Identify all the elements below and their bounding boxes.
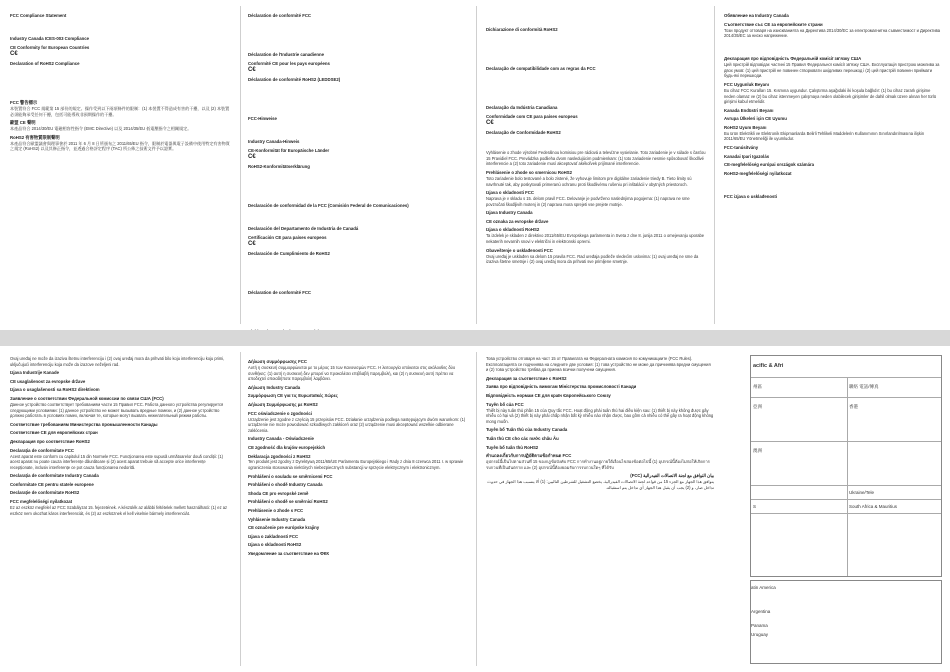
ru-fcc-heading: Заявление о соответствии Федеральной комиссии по связи США (FCC) [10,395,164,401]
tr-ic-heading: Kanada Endüstri Beyanı [724,107,774,113]
zh-rohs-body: 本產品符合歐盟議會與理事會於 2011 年 6 月 8 日所頒布之 2011/65/EU 指令，限制於電器與電子設備中使用特定有害物質之規定 (RoHS2) 以及其修正指令，並透過合格評定程序 (TAC) 所公佈之技術文件予以證實。 [10,140,230,152]
zh-fcc-body: 本裝置符合 FCC 規範第 15 部份的規定。操作受到以下兩項條件的限制：(1) 本裝置不得造成有害的干擾，以及 (2) 本裝置必須能夠承受任何干擾，包括可能導致非預期操作的干擾。 [10,106,230,117]
pt-fcc-title: Declaração de compatibilidade com as regras da FCC [486,65,596,71]
es-rohs-title: Declaración de Cumplimiento de RoHS2 [248,251,330,257]
sr-ce-heading: CE usaglašenost za evropske države [10,378,86,384]
fr-ic-title: Déclaration de l'Industrie canadienne [248,51,324,57]
th-fcc-body: อุปกรณ์นี้เป็นไปตามส่วนที่ 15 ของกฎข้อบังคับ FCC การทำงานอยู่ภายใต้เงื่อนไขสองข้อต่อไปนี้ (1) อุปกรณ์นี้ต้องไม่ก่อให้เกิดการรบกวนที่เป็นอันตราย และ (2) อุปกรณ์นี้ต้องยอมรับการรบกวนใดๆ ที่ได้รับ [486,459,710,470]
de-rohs-title: RoHS2-Konformitätserklärung [248,164,310,170]
fcc-statement-title: FCC Compliance Statement [10,13,67,18]
ro-rohs-heading: Declarație de conformitate RoHS2 [10,490,80,496]
region-cell [751,486,847,499]
tr-rohs-heading: RoHS2 Uyum Beyanı [724,124,767,130]
region-cell: S [753,504,757,509]
sr-rohs-heading: Izjava o usaglašenosti sa RoHS2 direktivom [10,387,100,393]
vi-fcc-heading: Тuyên bố của FCC [486,401,524,407]
sk-fcc-heading: Prehlásenie o zhode s FCC [248,508,304,514]
column-divider [476,6,477,324]
ar-fcc-body: يتوافق هذا الجهاز مع الجزء 15 من قواعد لجنة الاتصالات الفيدرالية. يخضع التشغيل للشرطين التاليين: (1) ألا يتسبب هذا الجهاز في حدوث تداخل ضار، و (2) يجب أن يقبل هذا الجهاز أي تداخل يتم استقباله. [487,479,714,490]
pt-rohs-title: Declaração de Conformidade RoHS2 [486,130,561,136]
el-ic-heading: Δήλωση Industry Canada [248,384,301,390]
bottom-column-3 [486,356,714,666]
zh-ce-heading: 歐盟 CE 聲明 [10,120,36,126]
column-divider [240,352,241,666]
hu-fcc-heading: FCC-tanúsítvány [724,145,759,151]
sl-ic-heading: Izjava Industry Canada [486,210,533,216]
sk-ce-heading: CE označenie pre európske krajiny [248,525,320,531]
contact-table-row [751,398,941,442]
es-ic-title: Declaración del Departamento de Industria de Canadá [248,226,359,232]
pt-ce-title: Conformidade com CE para países europeus [486,113,578,119]
top-column-2 [248,10,468,324]
bottom-column-1 [10,356,230,666]
ro-ic-heading: Declarația de conformitate Industry Canada [10,473,99,479]
sl-rohs-heading: Izjava o skladnosti RoHS2 [486,227,540,233]
country-cell [847,442,943,485]
zh-ce-body: 本產品符合 2014/30/EU 電磁相容性指令 (EMC Directive) 以及 2014/35/EU 低電壓指令之相關規定。 [10,126,192,132]
uk-ic-heading: Заява про відповідність вимогам Міністерства промисловості Канади [486,384,637,390]
region-label: 州區 [753,384,762,389]
top-column-3 [486,10,706,324]
contact-table-row [751,500,941,514]
hu-fcc-body: Ez az eszköz megfelel az FCC Szabályzat 15. fejezetének. A készülék az alábbi feltételek mellett használható: (1) ez az eszköz nem okozhat káros interferenciát, és (2) az eszköznek el kell viselnie bármely interferenciát. [10,505,228,516]
region-australia: 澳洲 [753,448,762,453]
country-panama: Panama [751,623,768,628]
contact-table-row [751,597,941,619]
rohs2-declaration-title: Declaration of RoHS2 Compliance [10,61,80,67]
contact-label: 聯絡 電話/傳真 [849,384,879,389]
country-hk: 香港 [849,404,858,409]
manual-page-bottom [0,346,950,672]
el-fcc-body: Αυτή η συσκευή συμμορφώνεται με το μέρος 15 των Κανονισμών FCC. Η λειτουργία υπόκειται στις ακόλουθες δύο συνθήκες: (1) αυτή η συσκευή δεν μπορεί να προκαλέσει επιβλαβή παρεμβολή, και (2) η συσκευή αυτή πρέπει να αποδεχτεί οποιαδήποτε παρεμβολή λαμβάνει. [248,364,456,382]
sl-fcc-heading-2: Izjava o zakladnosti FCC [248,533,299,539]
vi-ic-heading: Tuyên bố Tuân thủ của Industry Canada [486,427,568,433]
fr-fcc-title: Déclaration de conformité FCC [248,13,312,18]
hu-rohs-heading: RoHS2-megfelelőségi nyilatkozat [724,170,792,176]
de-fcc-title: FCC-Hinweise [248,116,277,122]
ce-mark-icon: C€ [10,51,18,58]
ru-fcc-body: Данное устройство соответствует требованиям части 15 Правил FCC. Работа данного устройства регулируется следующими условиями: (1) данное устройство не может вызывать вредные помехи, и (2) данное устройство должно работать в условиях помех, включая те, которые могут вызвать нежелательный режим работы. [10,401,224,419]
pt-ic-title: Declaração da Indústria Canadiana [486,104,558,110]
bg-ic-heading: Обявление на Industry Canada [724,13,789,18]
manual-page-top [0,0,950,330]
th-fcc-heading: คำแถลงเกี่ยวกับการปฏิบัติตามข้อกำหนด FCC [486,453,572,459]
pl-ce-heading: CE zgodność dla krajów europejskich [248,444,326,450]
country-south-africa: South Africa & Mauritius [849,504,898,509]
de-ce-title: CE-Konformität für Europäische Länder [248,147,330,153]
contact-table-row [751,619,941,641]
hr-fcc-heading: FCC izjava o usklađenosti [724,193,778,199]
sk-rohs-body: Toto zariadenie bolo testované a bolo zistené, že vyhovuje limitom pre digitálne zariadenie triedy B. Tieto limity sú navrhnuté tak, aby poskytovali primeranú ochranu proti škodlivému rušeniu pri inštalácii v obytných priestoroch. [486,175,692,187]
region-title: acific & Afri [753,363,784,369]
cs-fcc-heading: Prohlášení o souladu se směrnicemi FCC [248,473,333,479]
sr-ic-heading: Izjava Industrije Kanade [10,370,59,376]
region-title-latin-america: atin America [751,585,776,590]
de-ic-title: Industry Canada-Hinweis [248,139,300,145]
country-uruguay: Uruguay [751,632,769,637]
zh-rohs-heading: RoHS2 有害物質限制聲明 [10,134,60,140]
sl-rohs-body: Ta izdelek je skladen z direktivo 2011/65/EU Evropskega parlamenta in Sveta z dne 8. junija 2011 o omejevanju uporabe nekaterih nevarnih snovi v električni in elektronski opremi. [486,233,705,245]
pl-ic-heading: Industry Canada - Oświadczenie [248,436,314,442]
ro-fcc-body: Acest aparat este conform cu capitolul 15 din Normele FCC. Funcționarea este supusă următoarelor două condiții: (1) acest aparat nu poate cauza interferențe dăunătoare și (2) acest aparat trebuie să accepte orice interferențe recepționate, inclusiv interferențe ce pot cauza funcționarea nedorită. [10,453,223,470]
vi-fcc-body: Thiết bị này tuân thủ phần 15 của Quy tắc FCC. Hoạt động phải tuân thủ hai điều kiện sau: (1) thiết bị này không được gây nhiễu có hại và (2) thiết bị này phải chấp nhận bất kỳ nhiễu nào nhận được, bao gồm cả nhiễu có thể gây ra hoạt động không mong muốn. [486,407,714,424]
tr-fcc-heading: FCC Uygunluk Beyanı [724,81,769,87]
sk-fcc-body: Vyhlásenie o zhode výrobné Federálnou komisiou pre rádiová a televízne vysielanie. Toto zariadenie je v súlade s časťou 15 Pravidiel FCC. Prevádzka podlieha dvom nasledujúcim podmienkam: (1) toto zariadenie nesmie spôsobovať škodlivé interferencie a (2) toto zariadenie musí akceptovať akékoľvek prijímané interferencie. [486,150,706,167]
sl-fcc-heading: Izjava o skladnosti FCC [486,190,534,196]
ar-fcc-heading: بيان التوافق مع لجنة الاتصالات الفيدرالية (FCC) [630,473,714,479]
page-separator [0,330,950,346]
region-asia: 亞洲 [753,404,762,409]
bottom-column-2 [248,356,468,666]
pl-rohs-body: Ten produkt jest zgodny z Dyrektywą 2011/65/UE Parlamentu Europejskiego i Rady z dnia 8 czerwca 2011 r. w sprawie ograniczenia stosowania niektórych niebezpiecznych substancji w sprzęcie elektrycznym i elektronicznym. [248,459,464,471]
ce-mark-icon: C€ [248,67,256,74]
country-ukraine: Ukraine/Tele [849,490,875,495]
contact-table-row [751,486,941,500]
sr-fcc-heading: Obaveštenje o usklađenosti FCC [486,247,553,253]
uk-fcc-body: Цей пристрій відповідає частині 15 Правил Федеральної комісії зв'язку США. Експлуатація пристрою можлива за двох умов: (1) цей пристрій не повинен створювати шкідливих перешкод і (2) цей пристрій повинен приймати будь-які перешкоди. [724,62,940,79]
column-divider [476,352,477,666]
country-argentina: Argentina [751,609,771,614]
vi-rohs-heading: Tuyên bố tuân thủ RoHS2 [486,444,539,450]
zh-fcc-heading: FCC 警告標示 [10,100,38,106]
fr-rohs-title: Déclaration de conformité RoHS2 (LEDDSE2) [248,77,341,83]
el-rohs-heading: Δήλωση Συμμόρφωσης με RoHS2 [248,401,318,407]
sl-fcc-body: Naprava je v skladu s 15. delom pravil FCC. Delovanje je podvrženo naslednjima pogojema: (1) naprava ne sme povzročati škodljivih motenj in (2) naprava mora sprejeti vse prejete motnje. [486,196,690,207]
top-column-4 [724,10,942,324]
el-ce-heading: Συμμόρφωση CE για τις Ευρωπαϊκές Χώρες [248,393,338,399]
ru-ce-heading: Соответствие CE для европейских стран [10,430,98,436]
sr-fcc-body-cont: Ovaj uređaj ne može da izaziva štetnu interferenciju i (2) ovaj uređaj mora da prihvati bilo koju interferenciju koju primi, uključujući interferenciju koja može da izazove neželjeni rad. [10,356,225,367]
column-divider [240,6,241,324]
tr-fcc-body: Bu cihaz FCC Kuralları 15. Kısmına uygundur. Çalıştırma aşağıdaki iki koşula bağlıdır: (1) bu cihaz zararlı girişime neden olamaz ve (2) bu cihaz istenmeyen çalışmaya neden olabilecek girişimler de dahil olmak üzere alınan her türlü girişimi kabul etmelidir. [724,87,937,105]
es-ce-title: Certificación CE para países europeos [248,234,327,240]
contact-table-latin-america [750,580,942,664]
sl-rohs-heading-2: Izjava o skladnosti RoHS2 [248,542,302,548]
bg-fcc-heading: Уведомление за съответствие на ФКК [248,551,330,557]
ru-ic-heading: Соответствие требованиям Министерства промышленности Канады [10,421,158,427]
cs-ic-heading: Prohlášení o shodě Industry Canada [248,482,323,488]
cs-ce-heading: Shoda CE pro evropské země [248,490,309,496]
pl-rohs-heading: Deklaracja zgodności z RoHS2 [248,453,311,459]
pl-fcc-heading: FCC oświadczenie o zgodności [248,410,312,416]
it-rohs-title: Dichiarazione di conformità RoHS2 [486,27,558,32]
bg-ce-body: Този продукт отговаря на изискванията на Директива 2014/30/ЕС за електромагнитна съвместимост и Директива 2014/35/ЕС за ниско напрежение. [724,27,941,39]
top-column-1 [10,10,230,324]
uk-ce-heading: Відповідність нормам CE для країн Європейського Союзу [486,392,611,398]
sr-fcc-body: Ovaj uređaj je usklađen sa delom 15 pravila FCC. Rad uređaja podleže sledećim uslovima: (1) ovaj uređaj ne sme da izaziva štetne smetnje i (2) ovaj uređaj mora da prihvati sve primljene smetnje. [486,253,699,265]
ru-rohs-heading: Декларация про соответствие RoHS2 [10,438,90,444]
fr-ce-title: Conformité CE pour les pays européens [248,60,330,66]
column-divider [714,6,715,324]
contact-table-asia [750,355,942,577]
ce-mark-icon: C€ [248,154,256,161]
ro-fcc-heading: Declarația de conformitate FCC [10,447,74,453]
contact-table-header-row [751,581,941,597]
ce-conformity-line: CE Conformity for European Countries [10,44,90,50]
contact-table-row [751,378,941,398]
bg-fcc-body: Това устройство отговаря на част 15 от Правилата на Федералната комисия по комуникациите (FCC Rules). Експлоатацията се подчинява на следните две условия: (1) това устройство не може да причинява вредни смущения и (2) това устройство трябва да приема всички получени смущения. [486,356,711,373]
table-divider [847,378,848,576]
contact-table-header-row [751,356,941,378]
sk-ic-heading: Vyhlásenie Industry Canada [248,516,306,522]
es-fcc-title: Declaración de conformidad de la FCC (Comisión Federal de Comunicaciones) [248,203,409,209]
contact-table-row [751,514,941,578]
sl-ce-heading: CE oznaka za evropske države [486,218,549,224]
contact-table-row [751,442,941,486]
ic-compliance-line: Industry Canada ICES-003 Compliance [10,35,90,41]
vi-ce-heading: Tuân thủ CE cho các nước châu Âu [486,435,559,441]
tr-rohs-body: Bu ürün Elektrikli ve Elektronik Ekipmanlarda Belirli Tehlikeli Maddelerin Kullanımının Sınırlandırılmasına ilişkin 2011/65/EU Yönetmeliği ile uyumludur. [724,130,925,142]
ro-ce-heading: Conformitate CE pentru statele europene [10,481,94,487]
uk-fcc-heading: Декларация про відповідність Федеральній комісії зв'язку США [724,56,862,62]
el-fcc-heading: Δήλωση συμμόρφωσης FCC [248,359,307,364]
bg-ce-heading: Съответствие със СЕ за европейските страни [724,21,823,27]
ce-mark-icon: C€ [248,241,256,248]
it-fcc-title: Déclaration de conformité FCC [248,290,312,296]
bg-rohs-heading: Декларация за съответствие с RoHS2 [486,375,567,381]
hu-fcc-heading-2: FCC megfelelőségi nyilatkozat [10,499,73,505]
ce-mark-icon: C€ [486,120,494,127]
cs-rohs-heading: Prohlášení o shodě se směrnicí RoHS2 [248,499,328,505]
hu-ic-heading: Kanadai Ipari Igazolás [724,153,770,159]
sk-rohs-heading: Prehlásenie o zhode so smernicou RoHS2 [486,169,572,175]
tr-ce-heading: Avrupa Ülkeleri için CE Uyumu [724,116,787,122]
hu-ce-heading: CE-megfelelőség európai országok számára [724,162,815,168]
pl-fcc-body: Urządzenie jest zgodne z częścią 15 przepisów FCC. Działanie urządzenia podlega następującym dwóm warunkom: (1) urządzenie nie może powodować szkodliwych zakłóceń oraz (2) urządzenie musi akceptować wszelkie odbierane zakłócenia. [248,416,466,433]
